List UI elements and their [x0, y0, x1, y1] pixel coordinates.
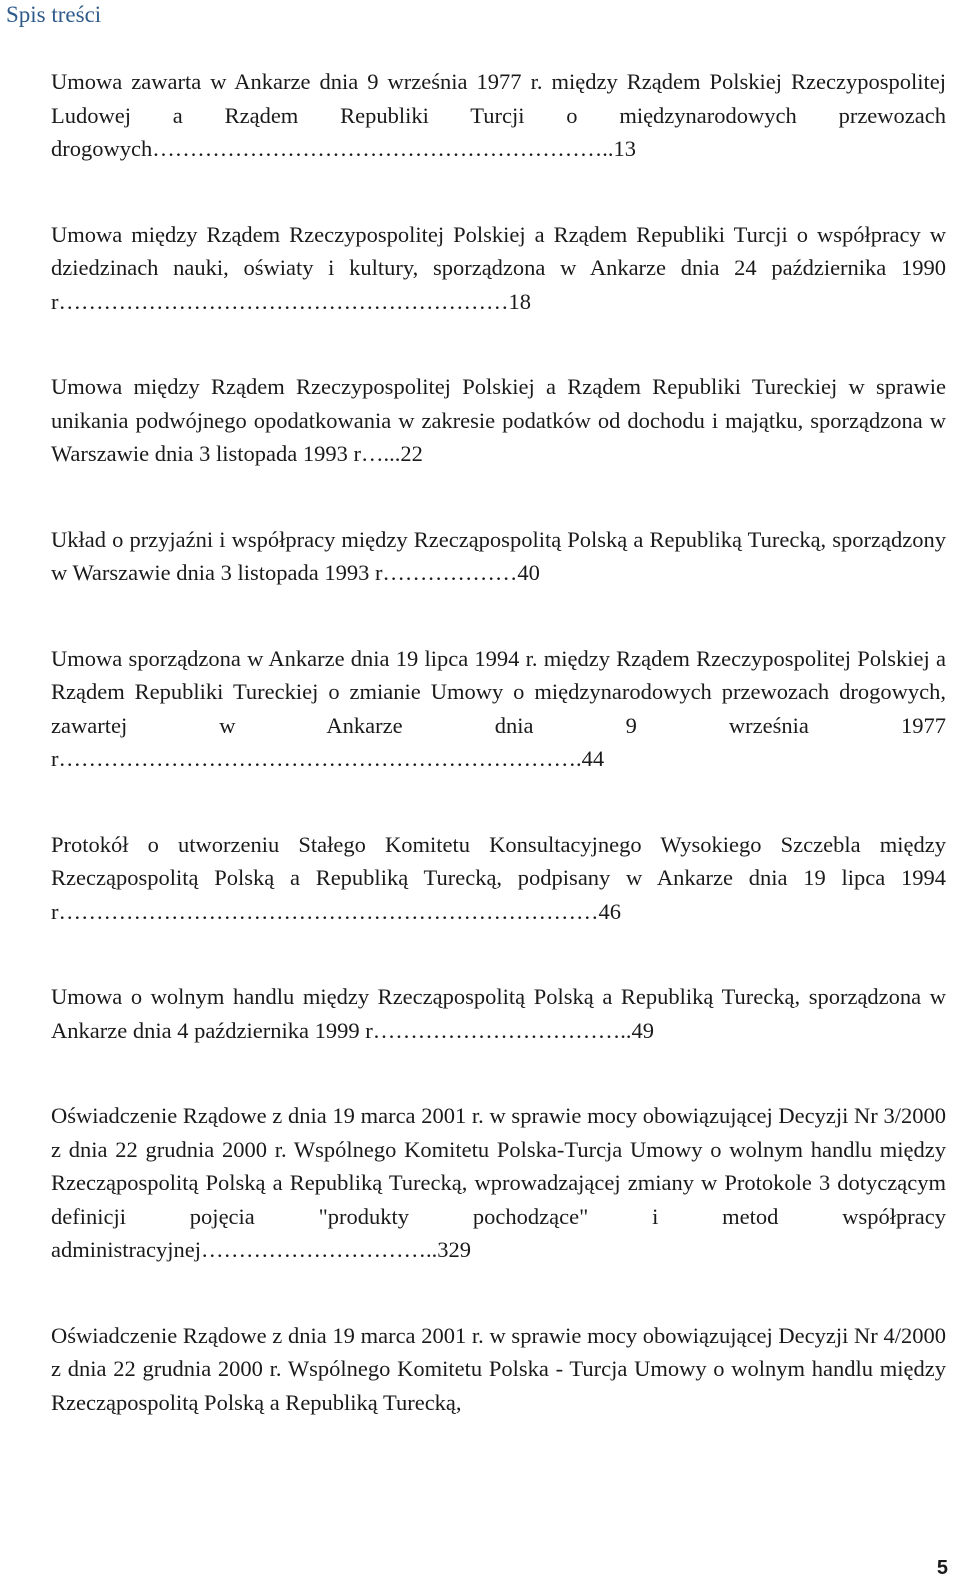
toc-entry[interactable]: Umowa sporządzona w Ankarze dnia 19 lipca 1994 r. między Rządem Rzeczypospolitej Polskiej a Rządem Republiki Tureckiej o zmianie Umowy o międzynarodowych przewozach drogowych, zawartej w Ankarze dnia 9 września 1977 r…………………………………………………………….44: [51, 645, 946, 771]
toc-entry[interactable]: Oświadczenie Rządowe z dnia 19 marca 2001 r. w sprawie mocy obowiązującej Decyzji Nr 4/2000 z dnia 22 grudnia 2000 r. Wspólnego Komitetu Polska - Turcja Umowy o wolnym handlu między Rzecząpospolitą Polską a Republiką Turecką,: [51, 1322, 946, 1415]
toc-title: Spis treści: [6, 2, 102, 27]
toc-entry[interactable]: Umowa między Rządem Rzeczypospolitej Polskiej a Rządem Republiki Turcji o współpracy w dziedzinach nauki, oświaty i kultury, sporządzona w Ankarze dnia 24 października 1990 r……………………………………………………18: [51, 221, 946, 314]
toc-entry[interactable]: Umowa o wolnym handlu między Rzecząpospolitą Polską a Republiką Turecką, sporządzona w Ankarze dnia 4 października 1999 r……………………………..49: [51, 984, 946, 1043]
toc-entry[interactable]: Umowa między Rządem Rzeczypospolitej Polskiej a Rządem Republiki Tureckiej w sprawie unikania podwójnego opodatkowania w zakresie podatków od dochodu i majątku, sporządzona w Warszawie dnia 3 listopada 1993 r…...22: [51, 374, 946, 466]
toc-entry[interactable]: Umowa zawarta w Ankarze dnia 9 września 1977 r. między Rządem Polskiej Rzeczypospolitej Ludowej a Rządem Republiki Turcji o międzynarodowych przewozach drogowych……………………………………………………..13: [51, 69, 946, 161]
toc-entry[interactable]: Oświadczenie Rządowe z dnia 19 marca 2001 r. w sprawie mocy obowiązującej Decyzji Nr 3/2000 z dnia 22 grudnia 2000 r. Wspólnego Komitetu Polska-Turcja Umowy o wolnym handlu między Rzecząpospolitą Polską a Republiką Turecką, wprowadzającej zmiany w Protokole 3 dotyczącym definicji pojęcia "produkty pochodzące" i metod współpracy administracyjnej…………………………..329: [51, 1103, 946, 1262]
toc-entry[interactable]: Układ o przyjaźni i współpracy między Rzecząpospolitą Polską a Republiką Turecką, sporządzony w Warszawie dnia 3 listopada 1993 r………………40: [51, 526, 946, 585]
toc-entries: [51, 65, 946, 1419]
page-number: 5: [936, 1557, 948, 1579]
toc-entry[interactable]: Protokół o utworzeniu Stałego Komitetu Konsultacyjnego Wysokiego Szczebla między Rzecząpospolitą Polską a Republiką Turecką, podpisany w Ankarze dnia 19 lipca 1994 r………………………………………………………………46: [51, 831, 946, 924]
